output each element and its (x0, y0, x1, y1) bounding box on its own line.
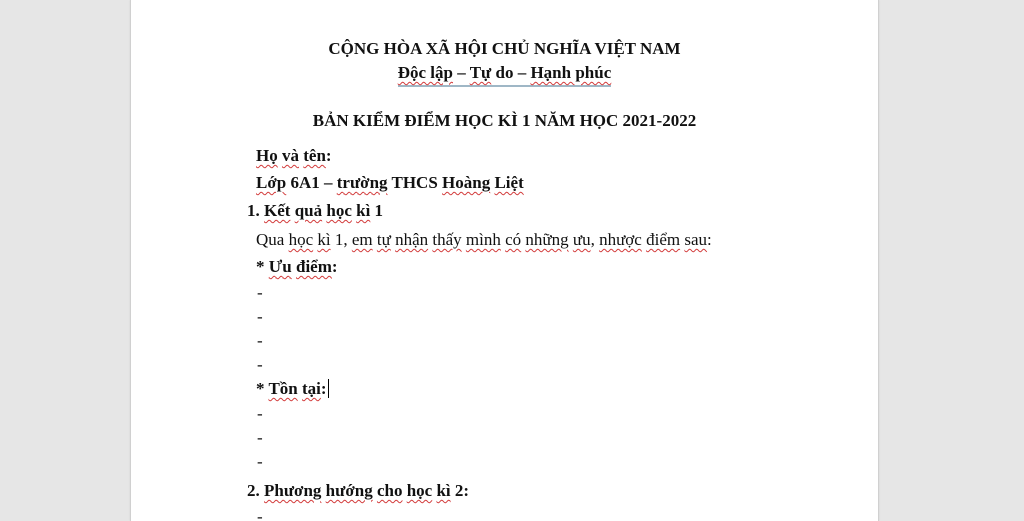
strength-item[interactable] (257, 282, 263, 304)
dash: - (257, 428, 263, 447)
motto-word: Tự (469, 63, 492, 82)
section1-heading (247, 200, 383, 222)
text: Qua (256, 230, 289, 249)
word: sau (684, 230, 708, 249)
word: mình (465, 230, 501, 249)
strength-item[interactable] (257, 354, 263, 376)
strength-item[interactable] (257, 330, 263, 352)
section2-heading (247, 480, 469, 502)
direction-item[interactable] (257, 506, 263, 521)
text: THCS (387, 173, 443, 192)
dash: - (257, 331, 263, 350)
word: những (525, 230, 569, 249)
weakness-item[interactable] (257, 427, 263, 449)
text-cursor (328, 379, 329, 398)
dash: - (257, 452, 263, 471)
bullet: * (256, 379, 269, 398)
word: quả (294, 201, 323, 220)
word: tên (303, 146, 326, 165)
word: Họ (256, 146, 278, 165)
text: , (590, 230, 600, 249)
word: Ưu (268, 257, 292, 276)
word: kì (317, 230, 331, 249)
bullet: * (256, 257, 269, 276)
text: 2: (450, 481, 470, 500)
word: và (281, 146, 299, 165)
weaknesses-label (256, 378, 329, 400)
class-line (256, 172, 524, 194)
number: 1. (247, 201, 264, 220)
colon: : (707, 230, 712, 249)
weakness-item[interactable] (257, 403, 263, 425)
colon: : (320, 379, 327, 398)
word: cho (376, 481, 403, 500)
name-line (256, 145, 332, 167)
dash: - (257, 507, 263, 521)
weakness-item[interactable] (257, 451, 263, 473)
motto-text (398, 62, 612, 87)
nation-header-text: CỘNG HÒA XÃ HỘI CHỦ NGHĨA VIỆT NAM (328, 39, 681, 58)
dash: - (257, 355, 263, 374)
word: thấy (432, 230, 462, 249)
dash: - (257, 307, 263, 326)
word: hướng (325, 481, 373, 500)
document-page[interactable] (130, 0, 879, 521)
number: 2. (247, 481, 264, 500)
document-title (131, 110, 878, 132)
motto-word: Độc lập (397, 63, 453, 82)
word: học (326, 201, 352, 220)
text: 6A1 – (286, 173, 337, 192)
word: nhược (599, 230, 642, 249)
colon: : (331, 257, 338, 276)
text: 1, (330, 230, 352, 249)
document-title-text: BẢN KIỂM ĐIỂM HỌC KÌ 1 NĂM HỌC 2021-2022 (312, 111, 697, 130)
dash: - (257, 404, 263, 423)
word: Hoàng (442, 173, 491, 192)
word: điểm (646, 230, 681, 249)
nation-header (131, 38, 878, 60)
word: Kết (264, 201, 291, 220)
word: kì (356, 201, 371, 220)
strengths-label (256, 256, 338, 278)
strength-item[interactable] (257, 306, 263, 328)
word: học (406, 481, 433, 500)
word: Lớp (256, 173, 287, 192)
word: ưu (572, 230, 591, 249)
text: 1 (370, 201, 384, 220)
word: học (288, 230, 314, 249)
word: trường (336, 173, 388, 192)
word: em (351, 230, 373, 249)
word: nhận (395, 230, 429, 249)
intro-sentence (256, 229, 712, 251)
motto-sep: – (452, 63, 470, 82)
motto-sep: do – (491, 63, 531, 82)
word: tự (376, 230, 391, 249)
colon: : (325, 146, 332, 165)
word: Phương (264, 481, 322, 500)
dash: - (257, 283, 263, 302)
word: điểm (296, 257, 332, 276)
word: Tồn (268, 379, 298, 398)
motto-line (131, 62, 878, 87)
motto-word: Hạnh phúc (530, 63, 612, 82)
word: kì (436, 481, 451, 500)
word: Liệt (494, 173, 524, 192)
word: có (505, 230, 522, 249)
word: tại (302, 379, 321, 398)
